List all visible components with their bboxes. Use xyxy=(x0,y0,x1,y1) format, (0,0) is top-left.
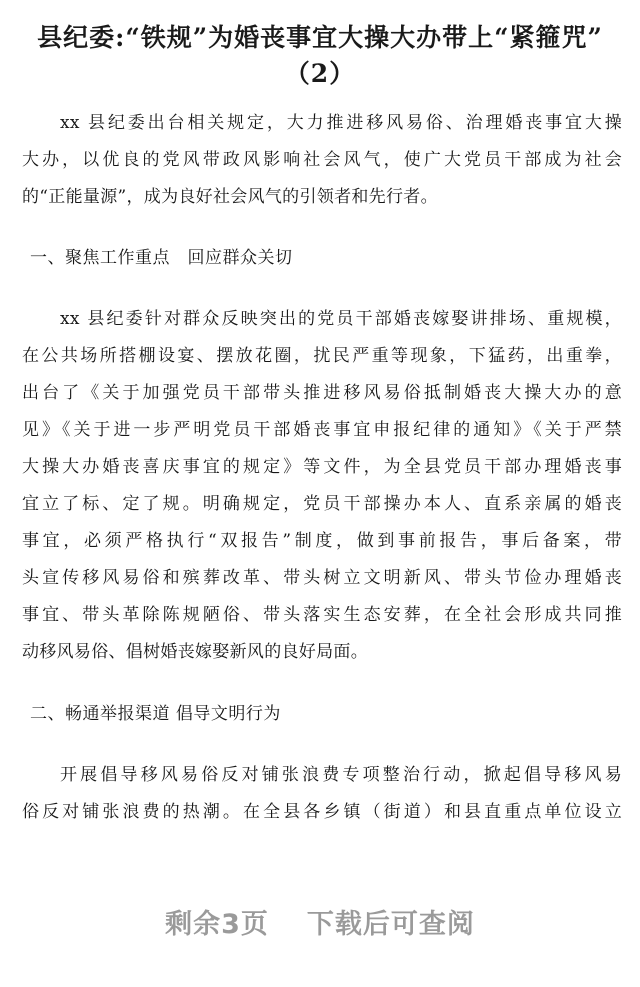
paragraph-line: 事宜、带头革除陈规陋俗、带头落实生态安葬，在全社会形成共同推 xyxy=(22,605,622,625)
paragraph-line: 大办，以优良的党风带政风影响社会风气，使广大党员干部成为社会 xyxy=(22,150,622,170)
paragraph-line: 大操大办婚丧喜庆事宜的规定》等文件，为全县党员干部办理婚丧事 xyxy=(22,457,622,477)
paragraph-line: 头宣传移风易俗和殡葬改革、带头树立文明新风、带头节俭办理婚丧 xyxy=(22,568,622,588)
paragraph-line: 的“正能量源”，成为良好社会风气的引领者和先行者。 xyxy=(22,187,438,207)
paragraph-line: 俗反对铺张浪费的热潮。在全县各乡镇（街道）和县直重点单位设立 xyxy=(22,802,622,822)
paragraph-line: 宜立了标、定了规。明确规定，党员干部操办本人、直系亲属的婚丧 xyxy=(22,494,622,514)
paragraph-line: 见》《关于进一步严明党员干部婚丧事宜申报纪律的通知》《关于严禁 xyxy=(22,420,622,440)
section-heading: 一、聚焦工作重点 回应群众关切 xyxy=(30,248,293,268)
document-title-part: （2） xyxy=(284,59,356,88)
paragraph-line: 动移风易俗、倡树婚丧嫁娶新风的良好局面。 xyxy=(22,642,368,662)
paragraph-line: xx 县纪委针对群众反映突出的党员干部婚丧嫁娶讲排场、重规模， xyxy=(60,309,622,329)
paragraph-line: 事宜，必须严格执行“双报告”制度，做到事前报告，事后备案，带 xyxy=(22,531,622,551)
section-heading: 二、畅通举报渠道 倡导文明行为 xyxy=(30,704,281,724)
paragraph-line: xx 县纪委出台相关规定，大力推进移风易俗、治理婚丧事宜大操 xyxy=(60,113,622,133)
paragraph-line: 开展倡导移风易俗反对铺张浪费专项整治行动，掀起倡导移风易 xyxy=(60,765,622,785)
paragraph-line: 出台了《关于加强党员干部带头推进移风易俗抵制婚丧大操大办的意 xyxy=(22,383,622,403)
download-to-view-text: 下载后可查阅 xyxy=(306,909,475,940)
remaining-pages-text: 剩余3页 xyxy=(165,909,269,940)
paragraph-line: 在公共场所搭棚设宴、摆放花圈，扰民严重等现象，下猛药，出重拳， xyxy=(22,346,622,366)
download-prompt-banner[interactable] xyxy=(0,905,640,945)
document-title: 县纪委:“铁规”为婚丧事宜大操大办带上“紧箍咒” xyxy=(37,23,603,52)
